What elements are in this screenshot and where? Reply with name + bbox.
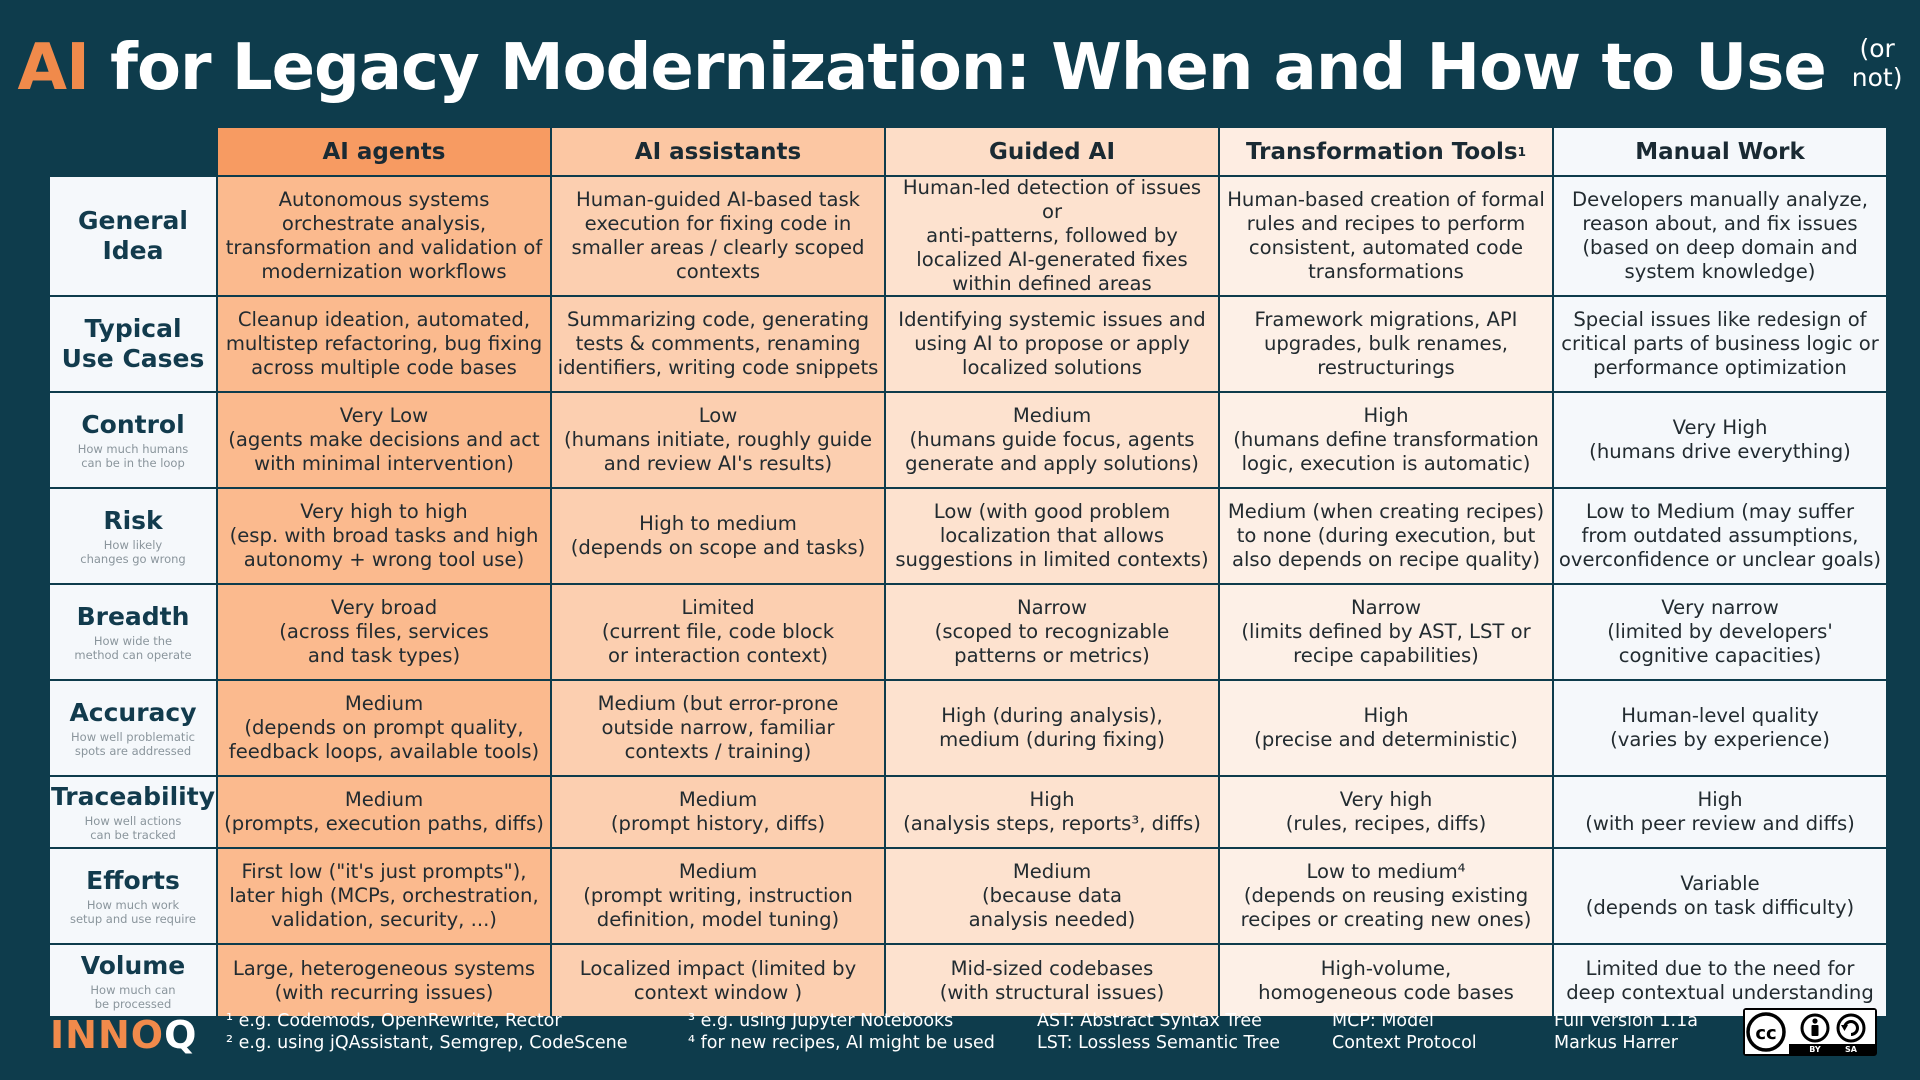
title-accent: AI xyxy=(17,31,89,105)
table-cell-control-ai-agents: Very Low (agents make decisions and act with minimal intervention) xyxy=(218,393,550,487)
cc-by-sa-icon xyxy=(1745,1010,1875,1054)
title-note xyxy=(1852,34,1903,92)
row-header-label: Efforts xyxy=(86,866,180,895)
title-note-line1: (or xyxy=(1859,34,1895,63)
glossary-mcp-line1: MCP: Model xyxy=(1332,1011,1434,1031)
table-cell-risk-manual-work: Low to Medium (may suffer from outdated assumptions, overconfidence or unclear goals) xyxy=(1554,489,1886,583)
page-title xyxy=(18,22,1826,114)
svg-text:cc: cc xyxy=(1755,1023,1777,1044)
table-cell-efforts-ai-agents: First low ("it's just prompts"), later high (MCPs, orchestration, validation, security, ...) xyxy=(218,849,550,943)
table-cell-efforts-ai-assistants: Medium (prompt writing, instruction definition, model tuning) xyxy=(552,849,884,943)
row-header-label: Control xyxy=(81,410,185,439)
table-cell-risk-ai-agents: Very high to high (esp. with broad tasks and high autonomy + wrong tool use) xyxy=(218,489,550,583)
table-cell-general-idea-guided-ai: Human-led detection of issues or anti-patterns, followed by localized AI-generated fixes within defined areas xyxy=(886,177,1218,295)
svg-text:BY: BY xyxy=(1809,1045,1821,1054)
column-header-guided-ai xyxy=(886,128,1218,175)
row-header-accuracy xyxy=(50,681,216,775)
svg-text:SA: SA xyxy=(1845,1045,1857,1054)
table-cell-typical-use-cases-transformation-tools: Framework migrations, API upgrades, bulk renames, restructurings xyxy=(1220,297,1552,391)
table-cell-general-idea-manual-work: Developers manually analyze, reason about, and fix issues (based on deep domain and system knowledge) xyxy=(1554,177,1886,295)
table-cell-risk-transformation-tools: Medium (when creating recipes) to none (during execution, but also depends on recipe quality) xyxy=(1220,489,1552,583)
logo-q: Q xyxy=(164,1013,198,1057)
row-header-typical-use-cases xyxy=(50,297,216,391)
table-cell-traceability-transformation-tools: Very high (rules, recipes, diffs) xyxy=(1220,777,1552,847)
comparison-table xyxy=(50,128,1886,1016)
row-header-efforts xyxy=(50,849,216,943)
glossary-mcp-line2: Context Protocol xyxy=(1332,1033,1477,1053)
title-bar xyxy=(0,22,1920,122)
footnote-1: ¹ e.g. Codemods, OpenRewrite, Rector xyxy=(226,1011,562,1031)
table-cell-volume-ai-assistants: Localized impact (limited by context window ) xyxy=(552,945,884,1016)
table-cell-traceability-ai-assistants: Medium (prompt history, diffs) xyxy=(552,777,884,847)
column-header-manual-work xyxy=(1554,128,1886,175)
footnote-3: ³ e.g. using Jupyter Notebooks xyxy=(688,1011,954,1031)
row-header-description: How well actions can be tracked xyxy=(84,814,182,842)
row-header-general-idea xyxy=(50,177,216,295)
innoq-logo xyxy=(50,1010,197,1060)
table-cell-typical-use-cases-manual-work: Special issues like redesign of critical parts of business logic or performance optimization xyxy=(1554,297,1886,391)
row-header-breadth xyxy=(50,585,216,679)
table-cell-traceability-guided-ai: High (analysis steps, reports³, diffs) xyxy=(886,777,1218,847)
table-cell-control-manual-work: Very High (humans drive everything) xyxy=(1554,393,1886,487)
row-header-description: How wide the method can operate xyxy=(74,634,192,662)
row-header-label: Typical Use Cases xyxy=(61,314,205,373)
table-cell-breadth-transformation-tools: Narrow (limits defined by AST, LST or recipe capabilities) xyxy=(1220,585,1552,679)
row-header-description: How much humans can be in the loop xyxy=(77,442,189,470)
table-cell-accuracy-manual-work: Human-level quality (varies by experience) xyxy=(1554,681,1886,775)
row-header-label: Traceability xyxy=(51,782,216,811)
table-cell-accuracy-ai-agents: Medium (depends on prompt quality, feedback loops, available tools) xyxy=(218,681,550,775)
table-corner xyxy=(50,128,216,175)
glossary-ast: AST: Abstract Syntax Tree xyxy=(1037,1011,1262,1031)
row-header-description: How much work setup and use require xyxy=(69,898,196,926)
table-cell-accuracy-ai-assistants: Medium (but error-prone outside narrow, familiar contexts / training) xyxy=(552,681,884,775)
table-cell-accuracy-transformation-tools: High (precise and deterministic) xyxy=(1220,681,1552,775)
cc-license-badge xyxy=(1743,1008,1877,1056)
row-header-label: Volume xyxy=(80,950,186,980)
row-header-control xyxy=(50,393,216,487)
table-cell-typical-use-cases-ai-assistants: Summarizing code, generating tests & comments, renaming identifiers, writing code snippets xyxy=(552,297,884,391)
table-cell-control-transformation-tools: High (humans define transformation logic, execution is automatic) xyxy=(1220,393,1552,487)
table-cell-efforts-transformation-tools: Low to medium⁴ (depends on reusing existing recipes or creating new ones) xyxy=(1220,849,1552,943)
column-header-ai-assistants xyxy=(552,128,884,175)
column-header-label: AI assistants xyxy=(634,138,802,165)
row-header-description: How likely changes go wrong xyxy=(80,538,186,566)
table-cell-control-guided-ai: Medium (humans guide focus, agents generate and apply solutions) xyxy=(886,393,1218,487)
table-cell-general-idea-ai-assistants: Human-guided AI-based task execution for fixing code in smaller areas / clearly scoped contexts xyxy=(552,177,884,295)
row-header-label: General Idea xyxy=(78,206,188,265)
table-cell-typical-use-cases-guided-ai: Identifying systemic issues and using AI to propose or apply localized solutions xyxy=(886,297,1218,391)
logo-text: INNO xyxy=(50,1013,165,1057)
table-cell-risk-guided-ai: Low (with good problem localization that allows suggestions in limited contexts) xyxy=(886,489,1218,583)
column-header-label: Transformation Tools xyxy=(1246,138,1518,165)
footnote-4: ⁴ for new recipes, AI might be used xyxy=(688,1033,995,1053)
table-cell-breadth-ai-agents: Very broad (across files, services and task types) xyxy=(218,585,550,679)
table-cell-breadth-manual-work: Very narrow (limited by developers' cognitive capacities) xyxy=(1554,585,1886,679)
table-cell-breadth-guided-ai: Narrow (scoped to recognizable patterns or metrics) xyxy=(886,585,1218,679)
glossary-lst: LST: Lossless Semantic Tree xyxy=(1037,1033,1281,1053)
author-label: Markus Harrer xyxy=(1554,1033,1678,1053)
table-cell-volume-transformation-tools: High-volume, homogeneous code bases xyxy=(1220,945,1552,1016)
table-cell-volume-guided-ai: Mid-sized codebases (with structural issues) xyxy=(886,945,1218,1016)
row-header-description: How much can be processed xyxy=(90,982,176,1011)
row-header-risk xyxy=(50,489,216,583)
table-cell-typical-use-cases-ai-agents: Cleanup ideation, automated, multistep refactoring, bug fixing across multiple code bases xyxy=(218,297,550,391)
footnote-2: ² e.g. using jQAssistant, Semgrep, CodeScene xyxy=(226,1033,628,1053)
row-header-label: Risk xyxy=(103,506,163,535)
column-header-label: Guided AI xyxy=(988,138,1116,165)
table-cell-general-idea-transformation-tools: Human-based creation of formal rules and recipes to perform consistent, automated code transformations xyxy=(1220,177,1552,295)
table-cell-efforts-manual-work: Variable (depends on task difficulty) xyxy=(1554,849,1886,943)
title-main: for Legacy Modernization: When and How to Use xyxy=(88,31,1826,105)
table-cell-breadth-ai-assistants: Limited (current file, code block or interaction context) xyxy=(552,585,884,679)
column-header-transformation-tools: Transformation Tools 1 xyxy=(1220,128,1552,175)
row-header-traceability xyxy=(50,777,216,847)
row-header-label: Breadth xyxy=(76,602,190,631)
table-cell-volume-manual-work: Limited due to the need for deep contextual understanding xyxy=(1554,945,1886,1016)
table-cell-risk-ai-assistants: High to medium (depends on scope and tasks) xyxy=(552,489,884,583)
table-cell-traceability-manual-work: High (with peer review and diffs) xyxy=(1554,777,1886,847)
title-note-line2: not) xyxy=(1851,63,1903,92)
table-cell-volume-ai-agents: Large, heterogeneous systems (with recurring issues) xyxy=(218,945,550,1016)
version-label: Full Version 1.1a xyxy=(1554,1011,1698,1031)
table-cell-efforts-guided-ai: Medium (because data analysis needed) xyxy=(886,849,1218,943)
table-cell-general-idea-ai-agents: Autonomous systems orchestrate analysis, transformation and validation of modernization workflows xyxy=(218,177,550,295)
table-cell-control-ai-assistants: Low (humans initiate, roughly guide and review AI's results) xyxy=(552,393,884,487)
row-header-description: How well problematic spots are addressed xyxy=(71,730,195,758)
column-header-ai-agents xyxy=(218,128,550,175)
footer xyxy=(0,1000,1920,1080)
row-header-label: Accuracy xyxy=(69,698,197,727)
table-cell-traceability-ai-agents: Medium (prompts, execution paths, diffs) xyxy=(218,777,550,847)
column-header-label: Manual Work xyxy=(1635,138,1805,165)
column-header-label: AI agents xyxy=(322,138,446,165)
table-cell-accuracy-guided-ai: High (during analysis), medium (during fixing) xyxy=(886,681,1218,775)
